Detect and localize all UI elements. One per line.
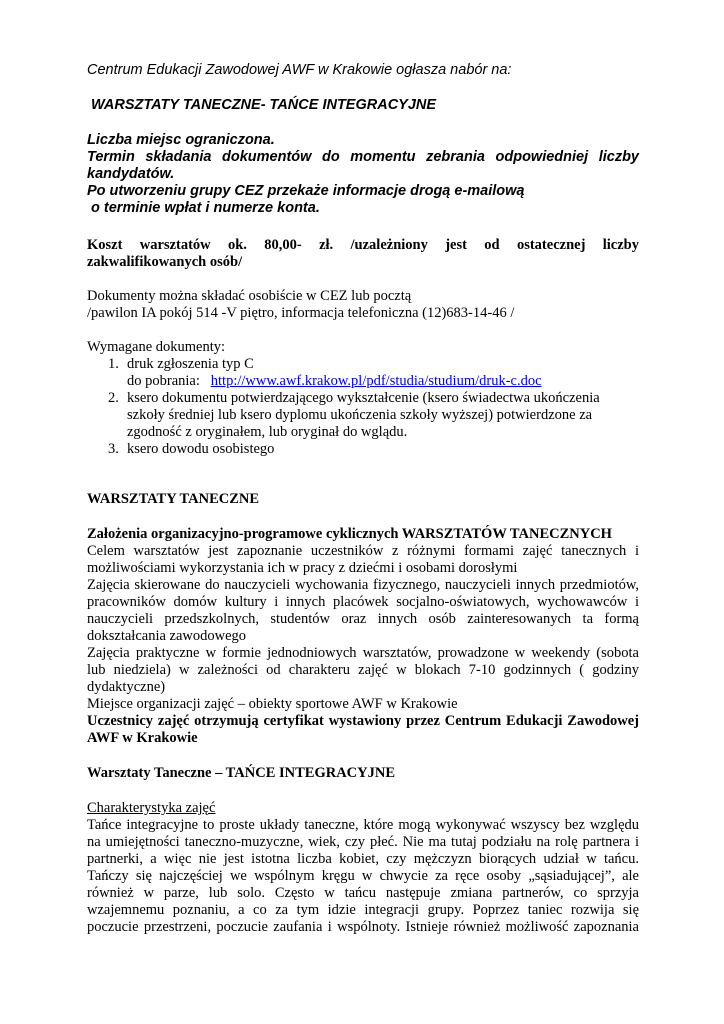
characteristics-text: wzajemnemu poznaniu, a co za tym idzie integracji grupy. Poprzez taniec rozwija się [87,902,639,918]
list-item-text: ksero dowodu osobistego [127,441,275,457]
download-link[interactable]: http://www.awf.krakow.pl/pdf/studia/studium/druk-c.doc [210,373,542,389]
list-item [87,441,639,458]
intro-line: Centrum Edukacji Zawodowej AWF w Krakowie ogłasza nabór na: [87,62,512,78]
list-item [87,356,639,390]
list-number: 2. [108,390,119,406]
program-text: Zajęcia skierowane do nauczycieli wychowania fizycznego, nauczycieli innych przedmiotów, [87,577,639,593]
certificate-text: Uczestnicy zajęć otrzymują certyfikat wystawiony przez Centrum Edukacji Zawodowej [87,713,639,729]
notice-email-line2: o terminie wpłat i numerze konta. [87,200,320,216]
workshops-heading: WARSZTATY TANECZNE [87,491,260,507]
characteristics-text: na umiejętności taneczno-muzyczne, wiek, czy płeć. Nie ma tutaj podziału na rolę partnera i [87,834,639,850]
characteristics-text: Tańczy się najczęściej we wspólnym kręgu w chwycie za ręce osoby „sąsiadującej”, ale [87,868,639,884]
list-item-text: zgodność z oryginałem, lub oryginał do wglądu. [127,424,408,440]
program-text: dokształcania zawodowego [87,628,247,644]
required-documents [87,339,639,458]
list-item [87,390,639,441]
certificate-text: AWF w Krakowie [87,730,198,746]
list-item-text: druk zgłoszenia typ C [127,356,254,372]
program-text: lub niedziela) w zależności od charakteru zajęć w blokach 7-10 godzinnych ( godziny [87,662,639,678]
cost-line1: Koszt warsztatów ok. 80,00- zł. /uzależniony jest od ostatecznej liczby [87,237,639,253]
program-subheading: Założenia organizacyjno-programowe cyklicznych WARSZTATÓW TANECZNYCH [87,526,612,542]
list-number: 3. [108,441,119,457]
program-text: Miejsce organizacji zajęć – obiekty sportowe AWF w Krakowie [87,696,458,712]
program-text: pracowników domów kultury i innych placówek socjalno-oświatowych, wychowawców i [87,594,639,610]
program-text: nauczycieli przedszkolnych, studentów oraz innych osób zainteresowanych ta formą [87,611,639,627]
characteristics-text: partnerki, a więc nie jest istotna liczba kobiet, czy mężczyzn biorących udział w tańcu. [87,851,639,867]
characteristics-text: Tańce integracyjne to proste układy taneczne, które mogą wykonywać wszyscy bez względu [87,817,639,833]
download-label: do pobrania: [127,373,200,389]
program-section [87,526,639,747]
cost-block [87,237,639,271]
program-text: dydaktyczne) [87,679,166,695]
characteristics-text: poczucie przestrzeni, poczucie zaufania i wspólnoty. Istnieje również możliwość zapoznania [87,919,639,935]
characteristics-text: również w parze, lub solo. Często w tańcu następuje zmiana partnerów, co sprzyja [87,885,639,901]
notice-email-line1: Po utworzeniu grupy CEZ przekaże informacje drogą e-mailową [87,183,525,199]
list-number: 1. [108,356,119,372]
notice-limited-places: Liczba miejsc ograniczona. [87,132,275,148]
notice-deadline-line1: Termin składania dokumentów do momentu zebrania odpowiedniej liczby [87,149,639,165]
list-item-text: szkoły średniej lub ksero dyplomu ukończenia szkoły wyższej) potwierdzone za [127,407,593,423]
required-list [87,356,639,458]
characteristics-heading: Charakterystyka zajęć [87,800,216,816]
required-heading: Wymagane dokumenty: [87,339,226,355]
dance-heading: Warsztaty Taneczne – TAŃCE INTEGRACYJNE [87,765,396,781]
program-text: Celem warsztatów jest zapoznanie uczestników z różnymi formami zajęć tanecznych i [87,543,639,559]
submission-line2: /pawilon IA pokój 514 -V piętro, informacja telefoniczna (12)683-14-46 / [87,305,515,321]
download-line [127,373,639,390]
document-page [87,62,639,936]
submission-block [87,288,639,322]
announcement-title: WARSZTATY TANECZNE- TAŃCE INTEGRACYJNE [91,97,437,113]
submission-line1: Dokumenty można składać osobiście w CEZ lub pocztą [87,288,412,304]
cost-line2: zakwalifikowanych osób/ [87,254,243,270]
characteristics-section [87,800,639,936]
program-text: możliwościami wykorzystania ich w pracy z dziećmi i osobami dorosłymi [87,560,518,576]
notice-block [87,132,639,217]
list-item-text: ksero dokumentu potwierdzającego wykształcenie (ksero świadectwa ukończenia [127,390,600,406]
notice-deadline-line2: kandydatów. [87,166,175,182]
program-text: Zajęcia praktyczne w formie jednodniowych warsztatów, prowadzone w weekendy (sobota [87,645,639,661]
